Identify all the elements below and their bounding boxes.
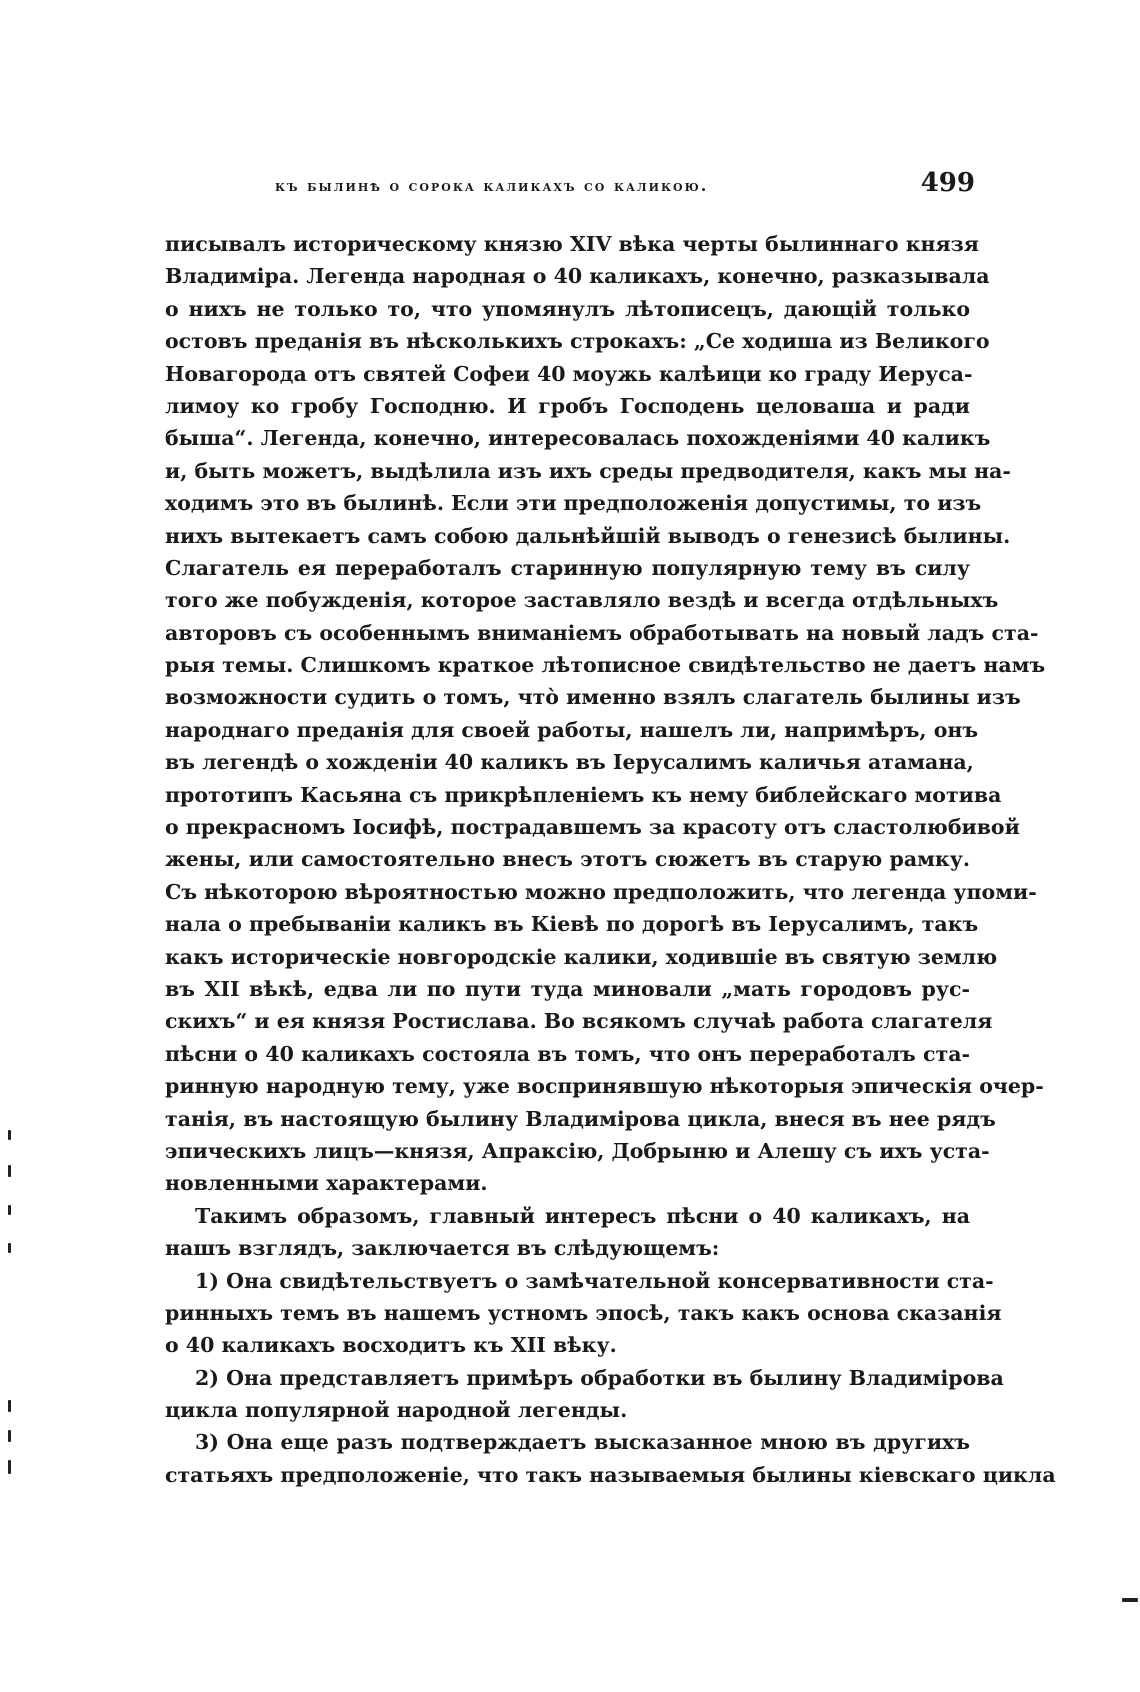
text-line: прототипъ Касьяна съ прикрѣпленіемъ къ нему библейскаго мотива [165,782,1002,807]
scan-speck [8,1243,11,1253]
text-line: возможности судить о томъ, что̀ именно взялъ слагатель былины изъ [165,685,1021,710]
list-item-1 [165,1265,1002,1362]
page-header [275,168,975,208]
text-line: 2) Она представляетъ примѣръ обработки въ былину Владимірова [195,1365,1004,1390]
text-line: Такимъ образомъ, главный интересъ пѣсни о 40 каликахъ, на [195,1203,970,1228]
scan-speck [1122,1598,1138,1602]
text-line: скихъ“ и ея князя Ростислава. Во всякомъ случаѣ работа слагателя [165,1009,993,1034]
text-line: того же побужденія, которое заставляло вездѣ и всегда отдѣльныхъ [165,588,999,613]
text-line: лимоу ко гробу Господню. И гробъ Господень целоваша и ради [165,393,970,418]
text-line: какъ историческіе новгородскіе калики, ходившіе въ святую землю [165,944,998,969]
scan-speck [8,1205,11,1215]
text-line: о нихъ не только то, что упомянулъ лѣтописецъ, дающій только [165,296,970,321]
text-line: писывалъ историческому князю XIV вѣка черты былиннаго князя [165,232,979,256]
scan-speck [8,1400,11,1412]
text-line: быша“. Легенда, конечно, интересовалась похожденіями 40 каликъ [165,426,991,451]
text-line: о прекрасномъ Іосифѣ, пострадавшемъ за красоту отъ сластолюбивой [165,815,1020,840]
text-line: жены, или самостоятельно внесъ этотъ сюжетъ въ старую рамку. [165,847,970,872]
text-line: въ легендѣ о хожденіи 40 каликъ въ Іерусалимъ каличья атамана, [165,750,974,775]
text-line: ходимъ это въ былинѣ. Если эти предположенія допустимы, то изъ [165,491,982,516]
text-line: и, быть можетъ, выдѣлила изъ ихъ среды предводителя, какъ мы на- [165,458,1011,483]
text-line: народнаго преданія для своей работы, нашелъ ли, напримѣръ, онъ [165,717,979,742]
paragraph-1 [165,228,1046,1200]
scan-speck [8,1430,11,1442]
text-line: пѣсни о 40 каликахъ состояла въ томъ, что онъ переработалъ ста- [165,1041,970,1066]
scan-speck [8,1130,11,1140]
scan-speck [8,1165,11,1177]
text-line: ринную народную тему, уже воспринявшую нѣкоторыя эпическія очер- [165,1074,1044,1099]
body-text [165,228,1056,1491]
text-line: статьяхъ предположеніе, что такъ называемыя былины кіевскаго цикла [165,1462,1056,1487]
text-line: цикла популярной народной легенды. [165,1398,628,1423]
text-line: нашъ взглядъ, заключается въ слѣдующемъ: [165,1236,720,1261]
text-line: остовъ преданія въ нѣсколькихъ строкахъ: „Се ходиша из Великого [165,329,990,354]
text-line: Съ нѣкоторою вѣроятностью можно предположить, что легенда упоми- [165,879,1037,904]
text-line: Владиміра. Легенда народная о 40 каликахъ, конечно, разказывала [165,264,990,289]
text-line: о 40 каликахъ восходитъ къ XII вѣку. [165,1333,617,1358]
text-line: ринныхъ темъ въ нашемъ устномъ эпосѣ, такъ какъ основа сказанія [165,1300,1002,1325]
text-line: авторовъ съ особеннымъ вниманіемъ обработывать на новый ладъ ста- [165,620,1039,645]
running-title: къ былинѣ о сорока каликахъ со каликою. [275,176,709,195]
text-line: танія, въ настоящую былину Владимірова цикла, внеся въ нее рядъ [165,1106,996,1131]
text-line: въ XII вѣкѣ, едва ли по пути туда миновали „мать городовъ рус- [165,976,970,1001]
text-line: 3) Она еще разъ подтверждаетъ высказанное мною въ другихъ [195,1430,970,1455]
text-line: Новагорода отъ святей Софеи 40 моужь калѣици ко граду Иеруса- [165,361,973,386]
text-line: нала о пребываніи каликъ въ Кіевѣ по дорогѣ въ Іерусалимъ, такъ [165,912,979,937]
text-line: рыя темы. Слишкомъ краткое лѣтописное свидѣтельство не даетъ намъ [165,653,1046,678]
page-number: 499 [920,168,975,198]
scan-speck [8,1460,11,1474]
text-line: 1) Она свидѣтельствуетъ о замѣчательной консервативности ста- [195,1268,994,1293]
list-item-3 [165,1426,1056,1491]
text-line: Слагатель ея переработалъ старинную популярную тему въ силу [165,555,970,580]
list-item-2 [165,1362,1004,1427]
paragraph-2 [165,1200,970,1265]
text-line: нихъ вытекаетъ самъ собою дальнѣйшій выводъ о генезисѣ былины. [165,523,1011,548]
text-line: новленными характерами. [165,1171,488,1196]
text-line: эпическихъ лицъ—князя, Апраксію, Добрыню и Алешу съ ихъ уста- [165,1138,990,1163]
